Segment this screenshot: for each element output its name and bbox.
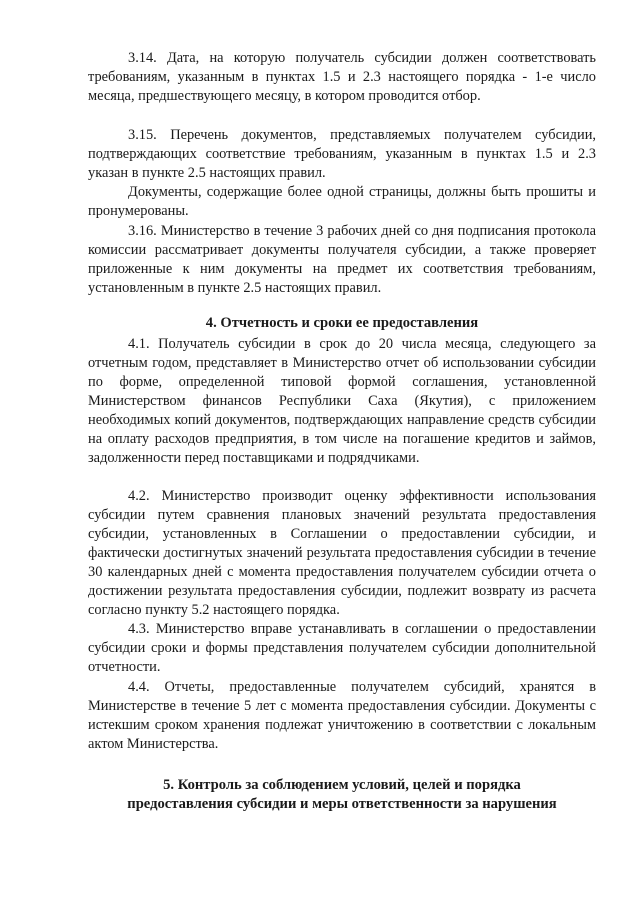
section-5-heading-line1: 5. Контроль за соблюдением условий, целей и порядка [163, 777, 521, 793]
paragraph-4-3: 4.3. Министерство вправе устанавливать в соглашении о предоставлении субсидии сроки и формы представления получателем субсидии дополнительной отчетности. [88, 621, 596, 675]
section-4-heading: 4. Отчетность и сроки ее предоставления [205, 315, 479, 331]
paragraph-3-16: 3.16. Министерство в течение 3 рабочих дней со дня подписания протокола комиссии рассматривает документы получателя субсидии, а также проверяет приложенные к ним документы на предмет их соответствия требованиям, установленным в пункте 2.5 настоящих правил. [88, 223, 596, 296]
paragraph-3-15: 3.15. Перечень документов, представляемых получателем субсидии, подтверждающих соответствие требованиям, указанным в пунктах 1.5 и 2.3 указан в пункте 2.5 настоящих правил. [88, 127, 596, 181]
paragraph-documents-bound: Документы, содержащие более одной страницы, должны быть прошиты и пронумерованы. [88, 184, 596, 219]
paragraph-4-2: 4.2. Министерство производит оценку эффективности использования субсидии путем сравнения плановых значений результата предоставления субсидии, установленных в Соглашении о предоставлении субсидии, и фактически достигнутых значений результата предоставления субсидии в течение 30 календарных дней с момента предоставления получателем субсидии отчета о достижении результата предоставления субсидии, подлежит возврату из расчета согласно пункту 5.2 настоящего порядка. [88, 488, 596, 618]
section-5-heading-line2: предоставления субсидии и меры ответственности за нарушения [127, 796, 557, 812]
paragraph-4-1: 4.1. Получатель субсидии в срок до 20 числа месяца, следующего за отчетным годом, представляет в Министерство отчет об использовании субсидии по форме, определенной типовой формой соглашения, установленной Министерством финансов Республики Саха (Якутия), с приложением необходимых копий документов, подтверждающих направление средств субсидии на оплату расходов предприятия, в том числе на погашение кредитов и займов, задолженности перед поставщиками и подрядчиками. [88, 336, 596, 466]
paragraph-4-4: 4.4. Отчеты, предоставленные получателем субсидий, хранятся в Министерстве в течение 5 лет с момента предоставления субсидии. Документы с истекшим сроком хранения подлежат уничтожению в соответствии с локальным актом Министерства. [88, 679, 596, 752]
paragraph-3-14: 3.14. Дата, на которую получатель субсидии должен соответствовать требованиям, указанным в пунктах 1.5 и 2.3 настоящего порядка - 1-е число месяца, предшествующего месяцу, в котором проводится отбор. [88, 50, 596, 104]
